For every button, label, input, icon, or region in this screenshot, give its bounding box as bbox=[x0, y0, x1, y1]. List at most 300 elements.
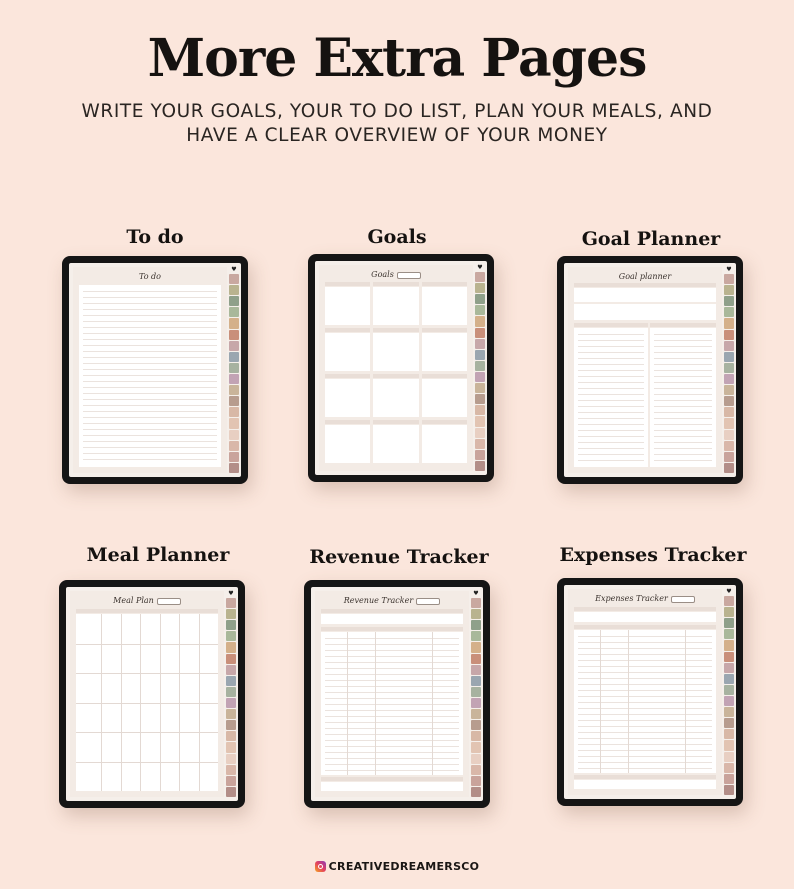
tab-strip[interactable] bbox=[724, 267, 734, 473]
ruled-line bbox=[654, 460, 712, 461]
side-tab[interactable] bbox=[471, 609, 481, 619]
todo-page-title: To do bbox=[138, 272, 161, 281]
ruled-line bbox=[654, 442, 712, 443]
card-todo bbox=[30, 226, 280, 496]
footer-handle[interactable] bbox=[0, 860, 794, 873]
ruled-line bbox=[325, 734, 459, 735]
goal-category-box[interactable] bbox=[422, 425, 467, 463]
screen-expenses-tracker bbox=[564, 585, 736, 799]
ruled-line bbox=[578, 412, 644, 413]
ruled-line bbox=[578, 720, 712, 721]
side-tab[interactable] bbox=[475, 339, 485, 349]
ruled-line bbox=[578, 394, 644, 395]
ruled-line bbox=[578, 708, 712, 709]
revenue-columns-header bbox=[321, 627, 463, 631]
heart-icon[interactable]: ♥ bbox=[726, 588, 732, 595]
side-tab[interactable] bbox=[471, 598, 481, 608]
side-tab[interactable] bbox=[475, 416, 485, 426]
heart-icon[interactable]: ♥ bbox=[726, 266, 732, 273]
meal-grid bbox=[76, 614, 218, 791]
ruled-line bbox=[578, 448, 644, 449]
side-tab[interactable] bbox=[724, 385, 734, 395]
goal-category-box[interactable] bbox=[373, 287, 418, 325]
ruled-line bbox=[83, 303, 217, 304]
side-tab[interactable] bbox=[475, 394, 485, 404]
side-tab[interactable] bbox=[724, 663, 734, 673]
side-tab[interactable] bbox=[471, 620, 481, 630]
ruled-line bbox=[325, 740, 459, 741]
side-tab[interactable] bbox=[724, 785, 734, 795]
goal-category-box[interactable] bbox=[373, 425, 418, 463]
ruled-line bbox=[83, 459, 217, 460]
side-tab[interactable] bbox=[471, 765, 481, 775]
side-tab[interactable] bbox=[229, 318, 239, 328]
page-subtitle bbox=[0, 100, 794, 148]
screen-goals bbox=[315, 261, 487, 475]
column-divider bbox=[685, 630, 686, 773]
ruled-line bbox=[578, 376, 644, 377]
goal-list-area bbox=[650, 328, 716, 467]
side-tab[interactable] bbox=[229, 352, 239, 362]
side-tab[interactable] bbox=[475, 305, 485, 315]
side-tab[interactable] bbox=[724, 718, 734, 728]
goal-category-header bbox=[422, 374, 467, 378]
card-title-goal-planner: Goal Planner bbox=[581, 228, 721, 250]
side-tab[interactable] bbox=[475, 383, 485, 393]
side-tab[interactable] bbox=[226, 609, 236, 619]
goals-page-title: Goals bbox=[319, 270, 473, 279]
side-tab[interactable] bbox=[226, 642, 236, 652]
ruled-line bbox=[325, 680, 459, 681]
ruled-line bbox=[83, 333, 217, 334]
revenue-total-box bbox=[321, 782, 463, 791]
goal-category-box[interactable] bbox=[325, 425, 370, 463]
side-tab[interactable] bbox=[471, 742, 481, 752]
ruled-line bbox=[83, 357, 217, 358]
goal-category-box[interactable] bbox=[422, 287, 467, 325]
ruled-line bbox=[578, 660, 712, 661]
column-divider bbox=[347, 632, 348, 775]
side-tab[interactable] bbox=[724, 629, 734, 639]
side-tab[interactable] bbox=[229, 430, 239, 440]
ruled-line bbox=[578, 702, 712, 703]
goal-planner-page bbox=[568, 267, 722, 473]
ruled-line bbox=[578, 672, 712, 673]
side-tab[interactable] bbox=[475, 428, 485, 438]
ruled-line bbox=[578, 436, 644, 437]
ruled-line bbox=[325, 758, 459, 759]
tab-strip[interactable] bbox=[724, 589, 734, 795]
goal-category-box[interactable] bbox=[422, 333, 467, 371]
ruled-line bbox=[578, 696, 712, 697]
side-tab[interactable] bbox=[226, 776, 236, 786]
ruled-line bbox=[83, 447, 217, 448]
side-tab[interactable] bbox=[226, 631, 236, 641]
side-tab[interactable] bbox=[229, 341, 239, 351]
ruled-line bbox=[83, 441, 217, 442]
ruled-line bbox=[654, 346, 712, 347]
side-tab[interactable] bbox=[471, 731, 481, 741]
side-tab[interactable] bbox=[226, 720, 236, 730]
ruled-line bbox=[578, 352, 644, 353]
screen-meal-planner bbox=[66, 587, 238, 801]
side-tab[interactable] bbox=[226, 620, 236, 630]
revenue-goal-header bbox=[321, 609, 463, 613]
todo-page bbox=[73, 267, 227, 473]
ruled-line bbox=[325, 698, 459, 699]
card-goals bbox=[272, 226, 522, 496]
side-tab[interactable] bbox=[724, 374, 734, 384]
side-tab[interactable] bbox=[475, 350, 485, 360]
side-tab[interactable] bbox=[471, 698, 481, 708]
expenses-budget-header bbox=[574, 607, 716, 611]
ruled-line bbox=[578, 364, 644, 365]
ruled-line bbox=[578, 430, 644, 431]
revenue-page-title: Revenue Tracker bbox=[315, 596, 469, 605]
tab-strip[interactable] bbox=[229, 267, 239, 473]
subtitle-line-1: WRITE YOUR GOALS, YOUR TO DO LIST, PLAN YOUR MEALS, AND bbox=[81, 101, 713, 122]
ruled-line bbox=[654, 334, 712, 335]
side-tab[interactable] bbox=[475, 372, 485, 382]
side-tab[interactable] bbox=[229, 407, 239, 417]
ruled-line bbox=[83, 429, 217, 430]
meal-row-divider bbox=[76, 673, 218, 674]
side-tab[interactable] bbox=[226, 754, 236, 764]
side-tab[interactable] bbox=[229, 274, 239, 284]
ruled-line bbox=[578, 424, 644, 425]
side-tab[interactable] bbox=[471, 631, 481, 641]
ruled-line bbox=[654, 352, 712, 353]
revenue-table bbox=[321, 632, 463, 775]
goal-category-header bbox=[325, 374, 370, 378]
ruled-line bbox=[83, 393, 217, 394]
side-tab[interactable] bbox=[229, 374, 239, 384]
side-tab[interactable] bbox=[226, 665, 236, 675]
ruled-line bbox=[578, 714, 712, 715]
side-tab[interactable] bbox=[724, 274, 734, 284]
screen-revenue-tracker bbox=[311, 587, 483, 801]
ruled-line bbox=[325, 674, 459, 675]
side-tab[interactable] bbox=[471, 709, 481, 719]
heart-icon[interactable]: ♥ bbox=[477, 264, 483, 271]
ruled-line bbox=[325, 710, 459, 711]
tablet-todo bbox=[62, 256, 248, 484]
side-tab[interactable] bbox=[471, 676, 481, 686]
side-tab[interactable] bbox=[724, 441, 734, 451]
side-tab[interactable] bbox=[724, 418, 734, 428]
side-tab[interactable] bbox=[229, 363, 239, 373]
meal-planner-page-title: Meal Plan bbox=[70, 596, 224, 605]
side-tab[interactable] bbox=[724, 696, 734, 706]
side-tab[interactable] bbox=[475, 283, 485, 293]
ruled-line bbox=[83, 375, 217, 376]
todo-list-area bbox=[79, 285, 221, 467]
ruled-line bbox=[83, 417, 217, 418]
screen-todo bbox=[69, 263, 241, 477]
side-tab[interactable] bbox=[229, 330, 239, 340]
ruled-line bbox=[83, 435, 217, 436]
side-tab[interactable] bbox=[724, 452, 734, 462]
ruled-line bbox=[83, 291, 217, 292]
side-tab[interactable] bbox=[229, 296, 239, 306]
goal-category-box[interactable] bbox=[373, 379, 418, 417]
side-tab[interactable] bbox=[226, 698, 236, 708]
card-title-expenses-tracker: Expenses Tracker bbox=[559, 544, 747, 566]
ruled-line bbox=[83, 321, 217, 322]
side-tab[interactable] bbox=[724, 396, 734, 406]
side-tab[interactable] bbox=[229, 396, 239, 406]
ruled-line bbox=[325, 692, 459, 693]
ruled-line bbox=[83, 381, 217, 382]
goal-category-header bbox=[422, 282, 467, 286]
ruled-line bbox=[578, 738, 712, 739]
tablet-goals bbox=[308, 254, 494, 482]
side-tab[interactable] bbox=[475, 405, 485, 415]
tablet-revenue-tracker bbox=[304, 580, 490, 808]
side-tab[interactable] bbox=[724, 463, 734, 473]
side-tab[interactable] bbox=[724, 307, 734, 317]
side-tab[interactable] bbox=[226, 731, 236, 741]
ruled-line bbox=[83, 405, 217, 406]
ruled-line bbox=[654, 448, 712, 449]
ruled-line bbox=[578, 340, 644, 341]
ruled-line bbox=[578, 418, 644, 419]
side-tab[interactable] bbox=[724, 430, 734, 440]
tab-strip[interactable] bbox=[471, 591, 481, 797]
ruled-line bbox=[654, 370, 712, 371]
side-tab[interactable] bbox=[226, 765, 236, 775]
side-tab[interactable] bbox=[724, 341, 734, 351]
side-tab[interactable] bbox=[226, 742, 236, 752]
ruled-line bbox=[83, 363, 217, 364]
goal-reason-box bbox=[574, 304, 716, 320]
side-tab[interactable] bbox=[475, 294, 485, 304]
side-tab[interactable] bbox=[724, 618, 734, 628]
expenses-columns-header bbox=[574, 625, 716, 629]
side-tab[interactable] bbox=[724, 318, 734, 328]
screen-goal-planner bbox=[564, 263, 736, 477]
side-tab[interactable] bbox=[226, 654, 236, 664]
ruled-line bbox=[83, 453, 217, 454]
ruled-line bbox=[578, 346, 644, 347]
side-tab[interactable] bbox=[724, 674, 734, 684]
ruled-line bbox=[83, 423, 217, 424]
ruled-line bbox=[578, 388, 644, 389]
ruled-line bbox=[83, 315, 217, 316]
revenue-goal-box bbox=[321, 614, 463, 624]
ruled-line bbox=[578, 370, 644, 371]
side-tab[interactable] bbox=[475, 316, 485, 326]
goal-category-header bbox=[373, 420, 418, 424]
side-tab[interactable] bbox=[724, 729, 734, 739]
page-headline: More Extra Pages bbox=[147, 28, 647, 89]
ruled-line bbox=[578, 690, 712, 691]
heart-icon[interactable]: ♥ bbox=[231, 266, 237, 273]
ruled-line bbox=[654, 424, 712, 425]
goals-page bbox=[319, 265, 473, 471]
expenses-page bbox=[568, 589, 722, 795]
ruled-line bbox=[325, 764, 459, 765]
tablet-expenses-tracker bbox=[557, 578, 743, 806]
side-tab[interactable] bbox=[229, 418, 239, 428]
tab-strip[interactable] bbox=[475, 265, 485, 471]
goal-category-header bbox=[373, 374, 418, 378]
side-tab[interactable] bbox=[471, 665, 481, 675]
card-title-revenue-tracker: Revenue Tracker bbox=[309, 546, 489, 568]
meal-days-header bbox=[76, 609, 218, 613]
ruled-line bbox=[578, 454, 644, 455]
side-tab[interactable] bbox=[724, 685, 734, 695]
side-tab[interactable] bbox=[724, 285, 734, 295]
side-tab[interactable] bbox=[724, 596, 734, 606]
side-tab[interactable] bbox=[724, 330, 734, 340]
revenue-page bbox=[315, 591, 469, 797]
side-tab[interactable] bbox=[471, 687, 481, 697]
ruled-line bbox=[325, 650, 459, 651]
side-tab[interactable] bbox=[226, 598, 236, 608]
ruled-line bbox=[578, 406, 644, 407]
side-tab[interactable] bbox=[724, 752, 734, 762]
goal-category-box[interactable] bbox=[373, 333, 418, 371]
ruled-line bbox=[578, 678, 712, 679]
side-tab[interactable] bbox=[226, 676, 236, 686]
ruled-line bbox=[83, 399, 217, 400]
goal-category-header bbox=[325, 420, 370, 424]
tab-strip[interactable] bbox=[226, 591, 236, 797]
ruled-line bbox=[325, 638, 459, 639]
ruled-line bbox=[654, 406, 712, 407]
ruled-line bbox=[83, 411, 217, 412]
side-tab[interactable] bbox=[724, 607, 734, 617]
goal-category-header bbox=[373, 328, 418, 332]
heart-icon[interactable]: ♥ bbox=[473, 590, 479, 597]
ruled-line bbox=[83, 309, 217, 310]
side-tab[interactable] bbox=[724, 407, 734, 417]
ruled-line bbox=[654, 382, 712, 383]
side-tab[interactable] bbox=[229, 463, 239, 473]
side-tab[interactable] bbox=[475, 361, 485, 371]
ruled-line bbox=[578, 744, 712, 745]
ruled-line bbox=[578, 768, 712, 769]
side-tab[interactable] bbox=[724, 774, 734, 784]
ruled-line bbox=[578, 442, 644, 443]
side-tab[interactable] bbox=[229, 452, 239, 462]
expenses-table bbox=[574, 630, 716, 773]
side-tab[interactable] bbox=[724, 763, 734, 773]
ruled-line bbox=[578, 642, 712, 643]
ruled-line bbox=[578, 460, 644, 461]
side-tab[interactable] bbox=[724, 652, 734, 662]
side-tab[interactable] bbox=[226, 687, 236, 697]
side-tab[interactable] bbox=[724, 740, 734, 750]
side-tab[interactable] bbox=[475, 272, 485, 282]
column-divider bbox=[600, 630, 601, 773]
ruled-line bbox=[578, 762, 712, 763]
meal-row-divider bbox=[76, 644, 218, 645]
ruled-line bbox=[654, 358, 712, 359]
ruled-line bbox=[325, 746, 459, 747]
side-tab[interactable] bbox=[471, 787, 481, 797]
meal-row-divider bbox=[76, 703, 218, 704]
ruled-line bbox=[654, 394, 712, 395]
ruled-line bbox=[578, 756, 712, 757]
ruled-line bbox=[325, 752, 459, 753]
ruled-line bbox=[83, 369, 217, 370]
side-tab[interactable] bbox=[471, 776, 481, 786]
goal-category-box[interactable] bbox=[325, 287, 370, 325]
footer-handle-text: CREATIVEDREAMERSCO bbox=[328, 860, 480, 873]
card-revenue-tracker bbox=[274, 546, 524, 816]
side-tab[interactable] bbox=[471, 754, 481, 764]
side-tab[interactable] bbox=[724, 707, 734, 717]
ruled-line bbox=[654, 364, 712, 365]
goal-category-header bbox=[325, 282, 370, 286]
card-title-todo: To do bbox=[126, 226, 184, 248]
ruled-line bbox=[654, 376, 712, 377]
side-tab[interactable] bbox=[229, 307, 239, 317]
side-tab[interactable] bbox=[226, 709, 236, 719]
ruled-line bbox=[83, 351, 217, 352]
goal-category-box[interactable] bbox=[325, 379, 370, 417]
ruled-line bbox=[325, 662, 459, 663]
meal-row-divider bbox=[76, 762, 218, 763]
goal-category-header bbox=[422, 420, 467, 424]
side-tab[interactable] bbox=[724, 363, 734, 373]
side-tab[interactable] bbox=[724, 640, 734, 650]
ruled-line bbox=[578, 666, 712, 667]
ruled-line bbox=[578, 334, 644, 335]
goal-category-box[interactable] bbox=[422, 379, 467, 417]
column-divider bbox=[432, 632, 433, 775]
instagram-icon bbox=[315, 861, 326, 872]
side-tab[interactable] bbox=[471, 642, 481, 652]
side-tab[interactable] bbox=[724, 296, 734, 306]
ruled-line bbox=[654, 418, 712, 419]
ruled-line bbox=[325, 770, 459, 771]
goal-category-box[interactable] bbox=[325, 333, 370, 371]
side-tab[interactable] bbox=[229, 441, 239, 451]
ruled-line bbox=[578, 750, 712, 751]
goal-planner-page-title: Goal planner bbox=[618, 272, 672, 281]
ruled-line bbox=[325, 656, 459, 657]
side-tab[interactable] bbox=[475, 439, 485, 449]
ruled-line bbox=[654, 436, 712, 437]
revenue-total-header bbox=[321, 777, 463, 781]
side-tab[interactable] bbox=[229, 385, 239, 395]
side-tab[interactable] bbox=[724, 352, 734, 362]
ruled-line bbox=[654, 340, 712, 341]
expenses-page-title: Expenses Tracker bbox=[568, 594, 722, 603]
goal-category-header bbox=[422, 328, 467, 332]
side-tab[interactable] bbox=[471, 654, 481, 664]
ruled-line bbox=[578, 382, 644, 383]
goal-list-header bbox=[650, 323, 716, 327]
heart-icon[interactable]: ♥ bbox=[228, 590, 234, 597]
side-tab[interactable] bbox=[226, 787, 236, 797]
ruled-line bbox=[325, 704, 459, 705]
meal-row-divider bbox=[76, 732, 218, 733]
side-tab[interactable] bbox=[475, 328, 485, 338]
side-tab[interactable] bbox=[229, 285, 239, 295]
goal-actions-header bbox=[574, 323, 648, 327]
subtitle-line-2: HAVE A CLEAR OVERVIEW OF YOUR MONEY bbox=[186, 125, 608, 146]
ruled-line bbox=[325, 668, 459, 669]
side-tab[interactable] bbox=[475, 461, 485, 471]
side-tab[interactable] bbox=[475, 450, 485, 460]
ruled-line bbox=[83, 327, 217, 328]
side-tab[interactable] bbox=[471, 720, 481, 730]
ruled-line bbox=[578, 726, 712, 727]
